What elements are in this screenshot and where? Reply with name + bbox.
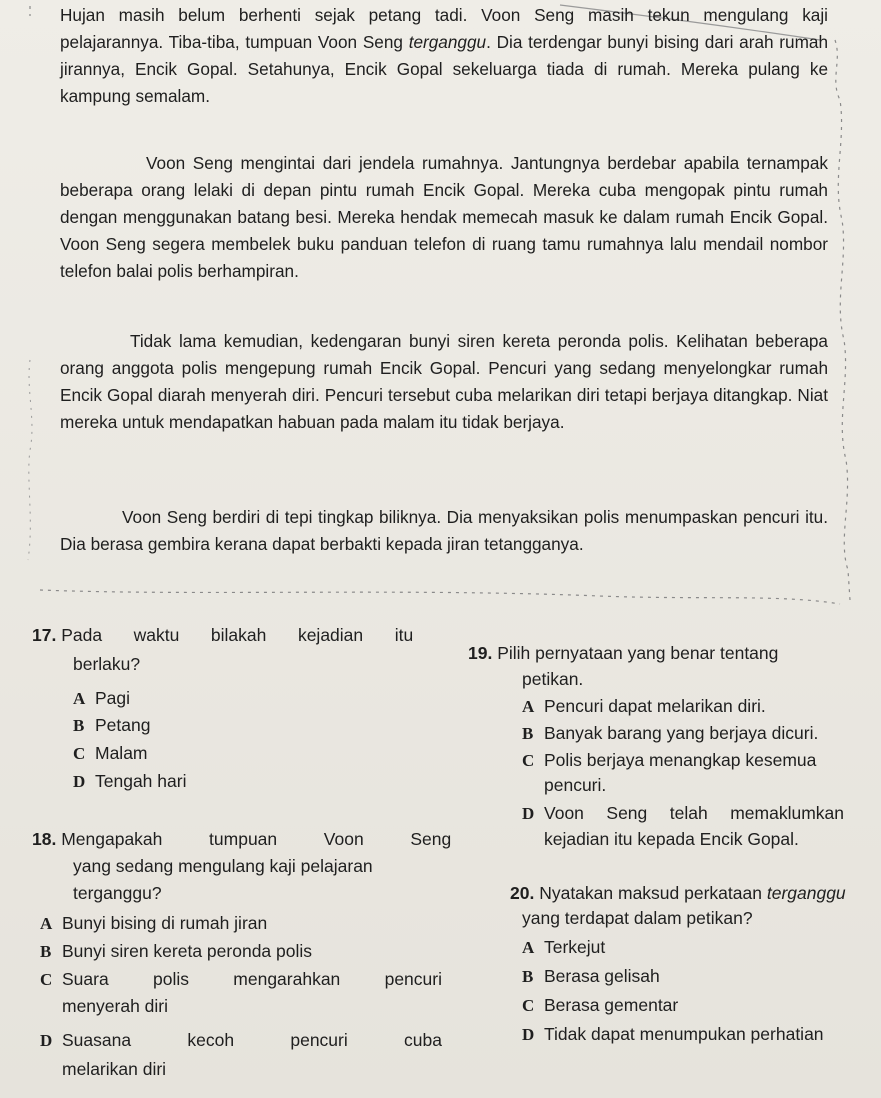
q19-option-c[interactable]: C Polis berjaya menangkap kesemua (522, 750, 817, 770)
q17-option-d[interactable]: D Tengah hari (73, 771, 187, 791)
q20-option-a[interactable]: A Terkejut (522, 937, 606, 957)
question-18-stem (32, 826, 451, 853)
question-number: 18. (32, 829, 57, 849)
question-18-stem-line3: terganggu? (73, 883, 162, 903)
question-text: Nyatakan maksud perkataan (539, 883, 767, 903)
question-number: 20. (510, 883, 535, 903)
question-20-stem (510, 880, 846, 907)
passage-paragraph-2: Voon Seng mengintai dari jendela rumahnya. Jantungnya berdebar apabila ternampak beberapa orang lelaki di depan pintu rumah Encik Gopal. Mereka cuba mengopak pintu rumah dengan menggunakan batang besi. Mereka hendak memecah masuk ke dalam rumah Encik Gopal. Voon Seng segera membelek buku panduan telefon di ruang tamu rumahnya lalu mendail nombor telefon balai polis berhampiran. (60, 153, 828, 281)
q20-option-c[interactable]: C Berasa gementar (522, 995, 679, 1015)
question-20-stem-line2: yang terdapat dalam petikan? (522, 908, 753, 928)
question-text: Mengapakah tumpuan Voon Seng (61, 829, 452, 849)
q17-option-a[interactable]: A Pagi (73, 688, 131, 708)
q17-option-c[interactable]: C Malam (73, 743, 148, 763)
passage-paragraph-3: Tidak lama kemudian, kedengaran bunyi siren kereta peronda polis. Kelihatan beberapa orang anggota polis mengepung rumah Encik Gopal. Pencuri yang sedang menyelongkar rumah Encik Gopal diarah menyerah diri. Pencuri tersebut cuba melarikan diri tetapi berjaya ditangkap. Niat mereka untuk mendapatkan habuan pada malam itu tidak berjaya. (60, 331, 828, 432)
q18-option-d-line2: melarikan diri (62, 1059, 167, 1079)
question-number: 17. (32, 625, 57, 645)
q20-option-b[interactable]: B Berasa gelisah (522, 966, 660, 986)
question-17-stem-line2: berlaku? (73, 654, 141, 674)
q18-option-c-line2: menyerah diri (62, 996, 169, 1016)
q19-option-d[interactable]: D Voon Seng telah memaklumkan (522, 803, 844, 823)
q18-option-c[interactable]: C Suara polis mengarahkan pencuri (40, 969, 442, 989)
q18-option-a[interactable]: A Bunyi bising di rumah jiran (40, 913, 268, 933)
q19-option-c-line2: pencuri. (544, 775, 607, 795)
q20-option-d[interactable]: D Tidak dapat menumpukan perhatian (522, 1024, 824, 1044)
passage-paragraph-1: Hujan masih belum berhenti sejak petang tadi. Voon Seng masih tekun mengulang kaji pelajarannya. Tiba-tiba, tumpuan Voon Seng terganggu. Dia terdengar bunyi bising dari arah rumah jirannya, Encik Gopal. Setahunya, Encik Gopal sekeluarga tiada di rumah. Mereka pulang ke kampung semalam. (60, 5, 829, 106)
question-19-stem-line2: petikan. (522, 669, 584, 689)
italic-word: terganggu (408, 32, 487, 52)
question-text-italic: terganggu (766, 883, 846, 903)
question-19-stem (468, 640, 778, 667)
question-17-stem (32, 622, 413, 649)
q18-option-d[interactable]: D Suasana kecoh pencuri cuba (40, 1030, 442, 1050)
question-text: Pilih pernyataan yang benar tentang (497, 643, 779, 663)
question-number: 19. (468, 643, 493, 663)
q17-option-b[interactable]: B Petang (73, 715, 151, 735)
q18-option-b[interactable]: B Bunyi siren kereta peronda polis (40, 941, 313, 961)
q19-option-a[interactable]: A Pencuri dapat melarikan diri. (522, 696, 766, 716)
question-text: Pada waktu bilakah kejadian itu (61, 625, 414, 645)
question-18-stem-line2: yang sedang mengulang kaji pelajaran (73, 856, 373, 876)
q19-option-d-line2: kejadian itu kepada Encik Gopal. (544, 829, 799, 849)
q19-option-b[interactable]: B Banyak barang yang berjaya dicuri. (522, 723, 819, 743)
passage-paragraph-4: Voon Seng berdiri di tepi tingkap biliknya. Dia menyaksikan polis menumpaskan pencuri itu. Dia berasa gembira kerana dapat berbakti kepada jiran tetangganya. (60, 507, 828, 554)
